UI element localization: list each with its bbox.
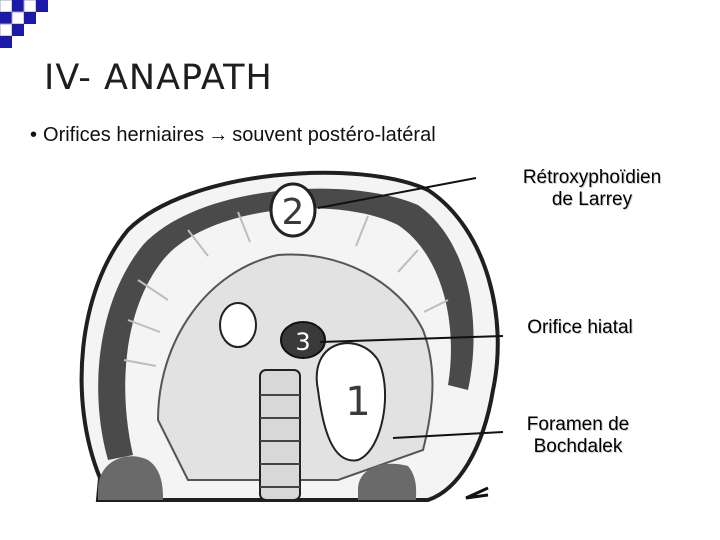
label-bochdalek-line2: Bochdalek	[533, 436, 623, 457]
arrow-icon: →	[208, 124, 229, 146]
marker-1: 1	[345, 379, 371, 425]
bullet-line	[30, 124, 436, 147]
marker-2: 2	[281, 192, 305, 233]
label-larrey	[492, 167, 692, 211]
bullet-dot: •	[30, 124, 38, 146]
spine-column	[260, 370, 300, 500]
label-bochdalek	[508, 414, 648, 458]
slide-title: IV- ANAPATH	[44, 58, 273, 98]
label-larrey-line2: de Larrey	[551, 189, 633, 210]
marker-3: 3	[295, 328, 311, 356]
label-hiatal: Orifice hiatal	[527, 317, 633, 338]
label-larrey-line1: Rétroxyphoïdien	[522, 167, 662, 188]
label-bochdalek-line1: Foramen de	[526, 414, 630, 435]
bullet-text-before: Orifices herniaires	[43, 124, 205, 146]
pointer-arrow-icon	[466, 488, 488, 498]
bullet-text-after: souvent postéro-latéral	[232, 124, 436, 146]
corner-decoration	[0, 0, 60, 48]
caval-orifice	[220, 303, 256, 347]
diaphragm-illustration	[38, 160, 518, 540]
